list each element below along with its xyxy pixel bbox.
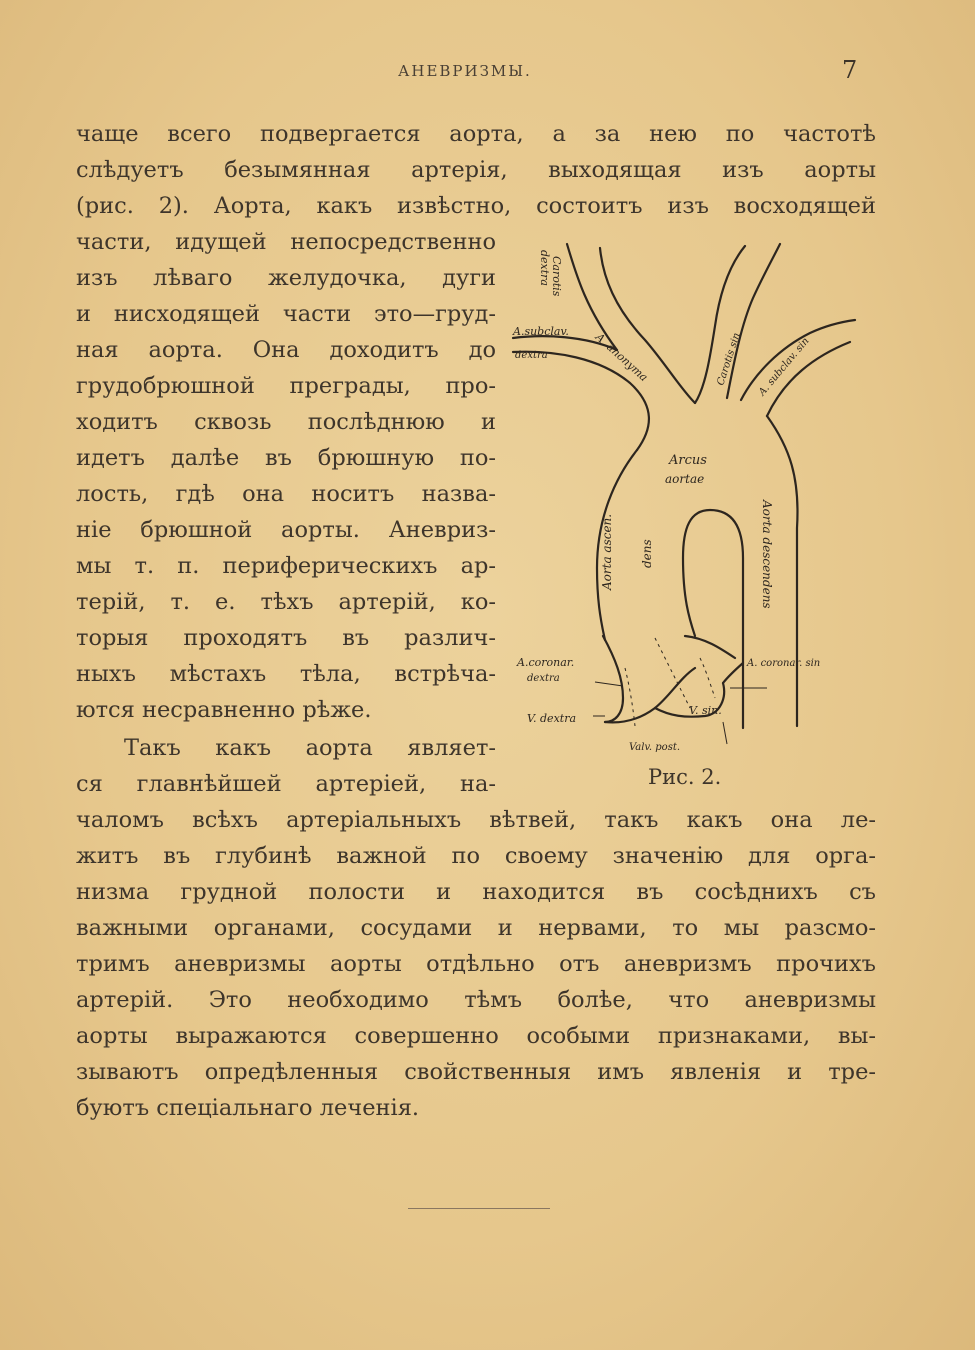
text-line: ходитъ сквозь послѣднюю и	[76, 409, 496, 435]
text-line: низма грудной полости и находится въ сосѣднихъ съ	[76, 879, 876, 905]
text-line: ются несравненно рѣже.	[76, 697, 372, 723]
text-line: зываютъ опредѣленныя свойственныя имъ явленія и тре-	[76, 1059, 876, 1085]
text-line: ся главнѣйшей артеріей, на-	[76, 771, 496, 797]
label-subclav-dextra-1: A.subclav.	[513, 325, 569, 338]
text-line: мы т. п. периферическихъ ар-	[76, 553, 496, 579]
text-line: торыя проходятъ въ различ-	[76, 625, 496, 651]
label-valv-post: Valv. post.	[629, 742, 681, 753]
coronary-sin-vessel	[685, 636, 735, 658]
dotted-sin-line	[700, 658, 715, 698]
text-line: артерій. Это необходимо тѣмъ болѣе, что аневризмы	[76, 987, 876, 1013]
dotted-valve-line	[655, 638, 690, 708]
text-line: тримъ аневризмы аорты отдѣльно отъ аневризмъ прочихъ	[76, 951, 876, 977]
valv-post-leader	[723, 722, 727, 744]
text-line: части, идущей непосредственно	[76, 229, 496, 255]
label-subclav-sin: A. subclav. sin	[756, 335, 812, 398]
bottom-divider	[408, 1208, 550, 1209]
valve-right-join	[723, 663, 743, 683]
text-line: изъ лѣваго желудочка, дуги	[76, 265, 496, 291]
text-line: ныхъ мѣстахъ тѣла, встрѣча-	[76, 661, 496, 687]
page-header	[0, 56, 975, 86]
label-aorta-ascen: Aorta ascen.	[600, 513, 614, 590]
label-anonyma: A. anonyma	[592, 330, 651, 385]
text-line: лость, гдѣ она носитъ назва-	[76, 481, 496, 507]
text-line: и нисходящей части это—груд-	[76, 301, 496, 327]
label-carotis-dextra-2: dextra	[538, 250, 551, 286]
label-aortae: aortae	[665, 472, 705, 486]
label-arcus: Arcus	[669, 453, 707, 468]
text-line: слѣдуетъ безымянная артерія, выходящая изъ аорты	[76, 157, 876, 183]
text-line: аорты выражаются совершенно особыми признаками, вы-	[76, 1023, 876, 1049]
text-line: ніе брюшной аорты. Аневриз-	[76, 517, 496, 543]
aorta-figure	[505, 238, 880, 758]
text-line: важными органами, сосудами и нервами, то мы разсмо-	[76, 915, 876, 941]
text-line: идетъ далѣе въ брюшную по-	[76, 445, 496, 471]
text-line: грудобрюшной преграды, про-	[76, 373, 496, 399]
label-carotis-dextra-1: Carotis	[550, 256, 563, 297]
label-coronar-dextra-1: A.coronar.	[517, 656, 575, 669]
text-line: терій, т. е. тѣхъ артерій, ко-	[76, 589, 496, 615]
label-carotis-sin: Carotis sin	[715, 331, 743, 387]
text-line: Такъ какъ аорта являет-	[124, 735, 496, 761]
label-coronar-sin: A. coronar. sin	[747, 658, 821, 669]
dotted-coronary-line	[625, 668, 635, 726]
coronar-dextra-leader	[595, 682, 623, 686]
running-title: АНЕВРИЗМЫ.	[398, 62, 532, 80]
text-line: (рис. 2). Аорта, какъ извѣстно, состоитъ изъ восходящей	[76, 193, 876, 219]
text-line: ная аорта. Она доходитъ до	[76, 337, 496, 363]
text-line: чаломъ всѣхъ артеріальныхъ вѣтвей, такъ какъ она ле-	[76, 807, 876, 833]
carotis-dextra-right-wall	[600, 248, 695, 403]
label-dens: dens	[640, 539, 654, 568]
carotis-dextra-left-wall	[567, 244, 617, 350]
label-v-sin: V. sin.	[689, 704, 722, 717]
page-number: 7	[842, 56, 858, 84]
label-aorta-descendens: Aorta descendens	[760, 500, 774, 609]
label-v-dextra: V. dextra	[527, 712, 577, 725]
text-line: чаще всего подвергается аорта, а за нею по частотѣ	[76, 121, 876, 147]
label-subclav-dextra-2: dextra	[515, 350, 548, 361]
text-line: буютъ спеціальнаго леченія.	[76, 1095, 420, 1121]
aortic-arch-inner-wall	[683, 510, 743, 728]
aorta-diagram	[505, 238, 880, 758]
label-coronar-dextra-2: dextra	[527, 673, 560, 684]
figure-caption: Рис. 2.	[648, 765, 722, 789]
text-line: житъ въ глубинѣ важной по своему значенію для орга-	[76, 843, 876, 869]
aortic-root-left	[603, 636, 623, 722]
